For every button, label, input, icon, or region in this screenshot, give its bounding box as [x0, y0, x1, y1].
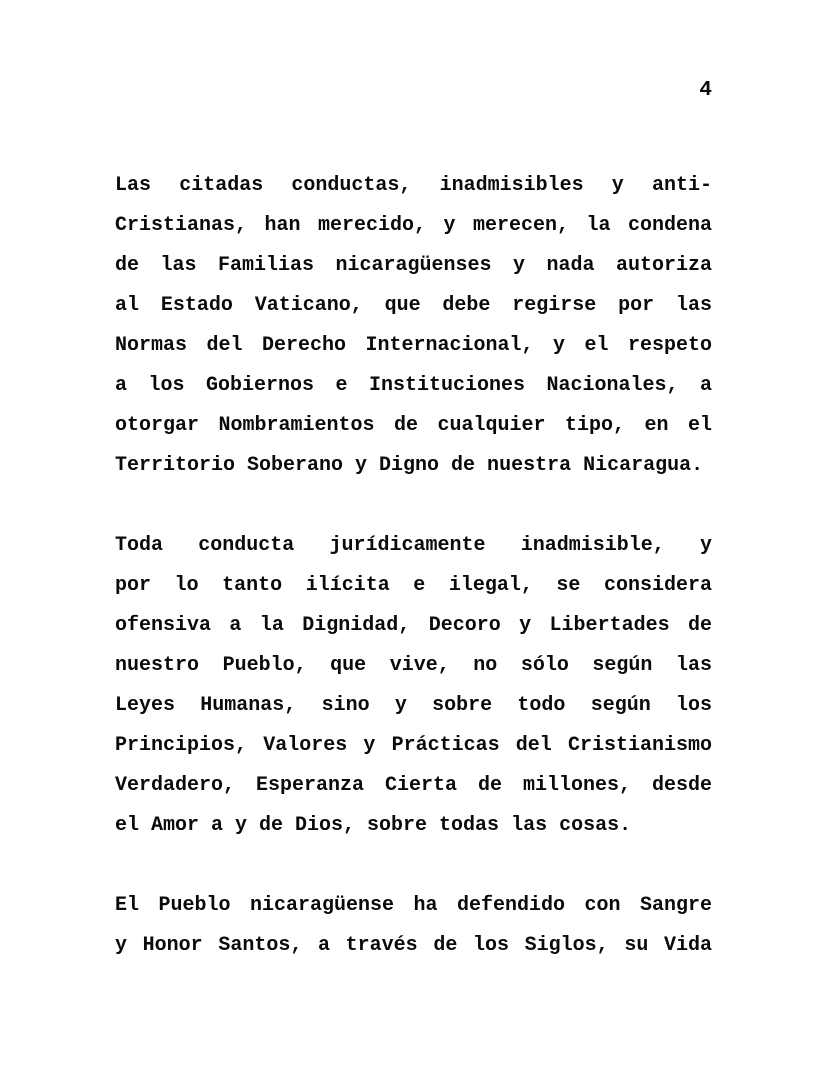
text-line: Principios, Valores y Prácticas del Cristianismo: [115, 734, 712, 757]
text-line: al Estado Vaticano, que debe regirse por las: [115, 294, 712, 317]
text-line: El Pueblo nicaragüense ha defendido con Sangre: [115, 894, 712, 917]
text-line: a los Gobiernos e Instituciones Nacionales, a: [115, 374, 712, 397]
text-line: y Honor Santos, a través de los Siglos, su Vida: [115, 934, 712, 957]
text-line: Territorio Soberano y Digno de nuestra Nicaragua.: [115, 454, 704, 477]
text-line: Cristianas, han merecido, y merecen, la condena: [115, 214, 712, 237]
paragraph: [115, 166, 712, 486]
text-line: Verdadero, Esperanza Cierta de millones, desde: [115, 774, 712, 797]
text-line: nuestro Pueblo, que vive, no sólo según las: [115, 654, 712, 677]
text-line: ofensiva a la Dignidad, Decoro y Libertades de: [115, 614, 712, 637]
text-line: de las Familias nicaragüenses y nada autoriza: [115, 254, 712, 277]
paragraph: [115, 526, 712, 846]
text-line: Toda conducta jurídicamente inadmisible, y: [115, 534, 712, 557]
page-number: 4: [699, 79, 712, 102]
document-body: [115, 166, 712, 1006]
text-line: por lo tanto ilícita e ilegal, se considera: [115, 574, 712, 597]
text-line: Normas del Derecho Internacional, y el respeto: [115, 334, 712, 357]
text-line: otorgar Nombramientos de cualquier tipo, en el: [115, 414, 712, 437]
text-line: Las citadas conductas, inadmisibles y anti-: [115, 174, 712, 197]
text-line: el Amor a y de Dios, sobre todas las cosas.: [115, 814, 632, 837]
paragraph: [115, 886, 712, 966]
text-line: Leyes Humanas, sino y sobre todo según los: [115, 694, 712, 717]
